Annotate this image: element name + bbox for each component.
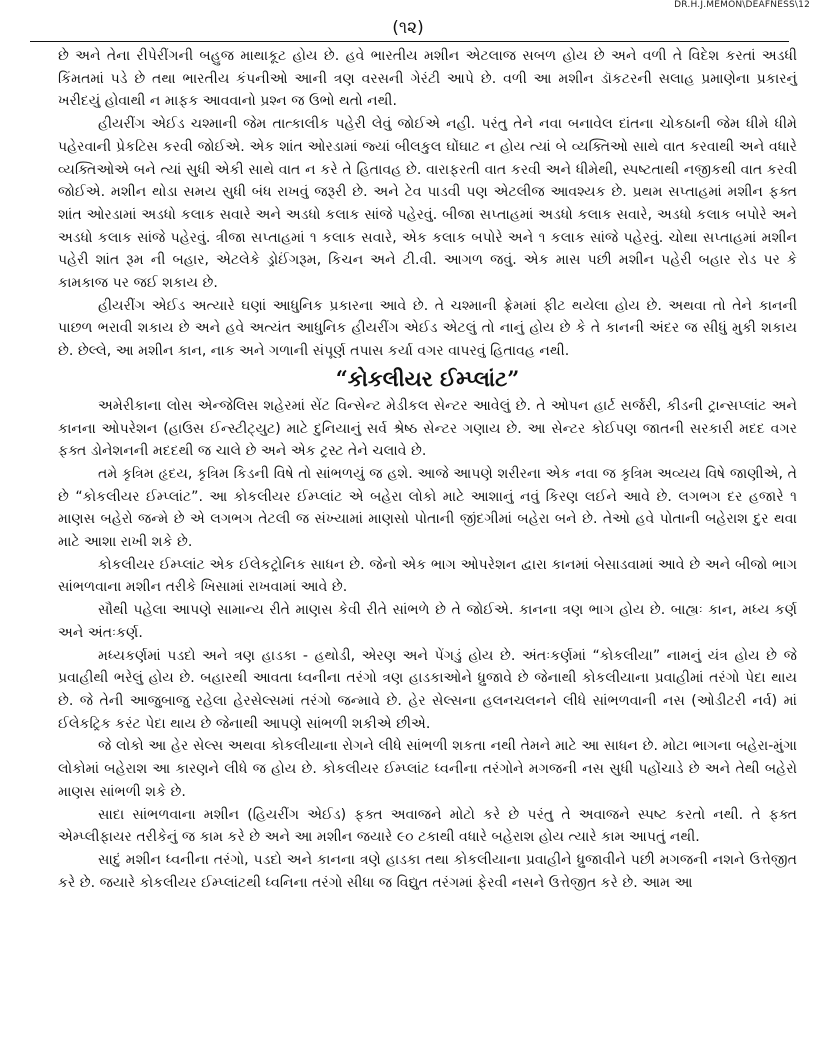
paragraph: તમે કૃત્રિમ હૃદય, કૃત્રિમ કિડની વિષે તો સાંભળયું જ હશે. આજે આપણે શરીરના એક નવા જ કૃત્રિમ અવ્યય વિષે જાણીએ, તે છે “કોકલીયર ઈમ્પ્લાંટ”. આ કોકલીયર ઈમ્પ્લાંટ એ બહેરા લોકો માટે આશાનું નવું કિરણ લઈને આવે છે. લગભગ દર હજારે ૧ માણસ બહેરો જન્મે છે એ લગભગ તેટલી જ સંખ્યામાં માણસો પોતાની જીંદગીમાં બહેરા બને છે. તેઓ હવે પોતાની બહેરાશ દુર થવા માટે આશા રાખી શકે છે. [58, 465, 797, 551]
running-head: DR.H.J.MEMON\DEAFNESS\12 [674, 0, 810, 10]
page-number: (૧૨) [392, 18, 424, 38]
paragraph: કોકલીયર ઈમ્પ્લાંટ એક ઈલેકટ્રોનિક સાધન છે. જેનો એક ભાગ ઓપરેશન દ્વારા કાનમાં બેસાડવામાં આવે છે અને બીજો ભાગ સાંભળવાના મશીન તરીકે ખિસામાં રાખવામાં આવે છે. [58, 556, 797, 596]
paragraph: સાદા સાંભળવાના મશીન (હિયરીંગ એઈડ) ફક્ત અવાજને મોટો કરે છે પરંતુ તે અવાજને સ્પષ્ટ કરતો નથી. તે ફક્ત એમ્પ્લીફાયર તરીકેનું જ કામ કરે છે અને આ મશીન જયારે ૯૦ ટકાથી વધારે બહેરાશ હોય ત્યારે કામ આપતું નથી. [58, 806, 797, 846]
paragraph: સૌથી પહેલા આપણે સામાન્ય રીતે માણસ કેવી રીતે સાંભળે છે તે જોઈએ. કાનના ત્રણ ભાગ હોય છે. બાહ્યઃ કાન, મધ્ય કર્ણ અને અંતઃકર્ણ. [58, 602, 797, 641]
section-title: “કોકલીયર ઈમ્પ્લાંટ” [335, 365, 520, 391]
paragraph: જે લોકો આ હેર સેલ્સ અથવા કોકલીયાના રોગને લીધે સાંભળી શકતા નથી તેમને માટે આ સાધન છે. મોટા ભાગના બહેરા-મુંગા લોકોમાં બહેરાશ આ કારણને લીધે જ હોય છે. કોકલીયર ઈમ્પ્લાંટ ધ્વનીના તરંગોને મગજની નસ સુધી પહોંચાડે છે અને તેથી બહેરો માણસ સાંભળી શકે છે. [58, 738, 797, 800]
page-content [58, 45, 797, 894]
paragraph: અમેરીકાના લોસ એન્જેલિસ શહેરમાં સેંટ વિન્સેન્ટ મેડીકલ સેન્ટર આવેલું છે. તે ઓપન હાર્ટ સર્જરી, કીડની ટ્રાન્સપ્લાંટ અને કાનના ઓપરેશન (હાઉસ ઈન્સ્ટીટ્યુટ) માટે દુનિયાનું સર્વ શ્રેષ્ઠ સેન્ટર ગણાય છે. આ સેન્ટર કોઈપણ જાતની સરકારી મદદ વગર ફક્ત ડોનેશનની મદદથી જ ચાલે છે અને એક ટ્રસ્ટ તેને ચલાવે છે. [58, 397, 797, 460]
paragraph: છે અને તેના રીપેરીંગની બહુજ માથાકૂટ હોય છે. હવે ભારતીય મશીન એટલાજ સબળ હોય છે અને વળી તે વિદેશ કરતાં અડધી કિંમતમાં પડે છે તથા ભારતીય કંપનીઓ આની ત્રણ વરસની ગેરંટી આપે છે. વળી આ મશીન ડૉકટરની સલાહ પ્રમાણેના પ્રકારનું ખરીદયું હોવાથી ન માફક આવવાનો પ્રશ્ન જ ઉભો થતો નથી. [58, 48, 797, 110]
header-rule [30, 41, 789, 42]
paragraph: હીયરીંગ એઈડ ચશ્માની જેમ તાત્કાલીક પહેરી લેવું જોઈએ નહી. પરંતુ તેને નવા બનાવેલ દાંતના ચોકઠાની જેમ ધીમે ધીમે પહેરવાની પ્રેકટિસ કરવી જોઈએ. એક શાંત ઓરડામાં જ્યાં બીલકુલ ઘોંઘાટ ન હોય ત્યાં બે વ્યક્તિઓ સાથે વાત કરવાથી અને વધારે વ્યક્તિઓએ બને ત્યાં સુધી એકી સાથે વાત ન કરે તે હિતાવહ છે. વારાફરતી વાત કરવી અને ધીમેથી, સ્પષ્ટતાથી નજીકથી વાત કરવી જોઈએ. મશીન થોડા સમય સુધી બંધ રાખવું જરૂરી છે. અને ટેવ પાડવી પણ એટલીજ આવશ્યક છે. પ્રથમ સપ્તાહમાં મશીન ફક્ત શાંત ઓરડામાં અડધો કલાક સવારે અને અડધો કલાક સાંજે પહેરવું. બીજા સપ્તાહમાં અડધો કલાક સવારે, અડધો કલાક બપોરે અને અડધો કલાક સાંજે પહેરવું. ત્રીજા સપ્તાહમાં ૧ કલાક સવારે, એક કલાક બપોરે અને ૧ કલાક સાંજે પહેરવું. ચોથા સપ્તાહમાં મશીન પહેરી શાંત રૂમ ની બહાર, એટલેકે ડ્રોઈંગરૂમ, કિચન અને ટી.વી. આગળ જવું. એક માસ પછી મશીન પહેરી બહાર રોડ પર કે કામકાજ પર જઈ શકાય છે. [58, 116, 797, 292]
paragraph: હીયરીંગ એઈડ અત્યારે ઘણાં આધુનિક પ્રકારના આવે છે. તે ચશ્માની ફ્રેમમાં ફીટ થયેલા હોય છે. અથવા તો તેને કાનની પાછળ ભરાવી શકાય છે અને હવે અત્યંત આધુનિક હીયરીંગ એઈડ એટલું તો નાનું હોય છે કે તે કાનની અંદર જ સીધું મુકી શકાય છે. છેલ્લે, આ મશીન કાન, નાક અને ગળાની સંપૂર્ણ તપાસ કર્યા વગર વાપરવું હિતાવહ નથી. [58, 297, 797, 360]
paragraph: સાદું મશીન ધ્વનીના તરંગો, પડદો અને કાનના ત્રણે હાડકા તથા કોકલીયાના પ્રવાહીને ધ્રુજાવીને પછી મગજની નશને ઉત્તેજીત કરે છે. જયારે કોકલીયર ઈમ્પ્લાંટથી ધ્વનિના તરંગો સીધા જ વિદ્યુત તરંગમાં ફેરવી નસને ઉત્તેજીત કરે છે. આમ આ [58, 851, 797, 891]
paragraph: મધ્યકર્ણમાં પડદો અને ત્રણ હાડકા - હથોડી, એરણ અને પેંગડું હોય છે. અંતઃકર્ણમાં “કોકલીયા” નામનું યંત્ર હોય છે જે પ્રવાહીથી ભરેલું હોય છે. બહારથી આવતા ધ્વનીના તરંગો ત્રણ હાડકાઓને ધ્રુજાવે છે જેનાથી કોકલીયાના પ્રવાહીમાં તરંગો પેદા થાય છે. જે તેની આજુબાજુ રહેલા હેરસેલ્સમાં તરંગો જન્માવે છે. હેર સેલ્સના હલનચલનને લીધે સાંભળવાની નસ (ઓડીટરી નર્વ) માં ઈલેકટ્રિક કરંટ પેદા થાય છે જેનાથી આપણે સાંભળી શકીએ છીએ. [58, 647, 797, 732]
